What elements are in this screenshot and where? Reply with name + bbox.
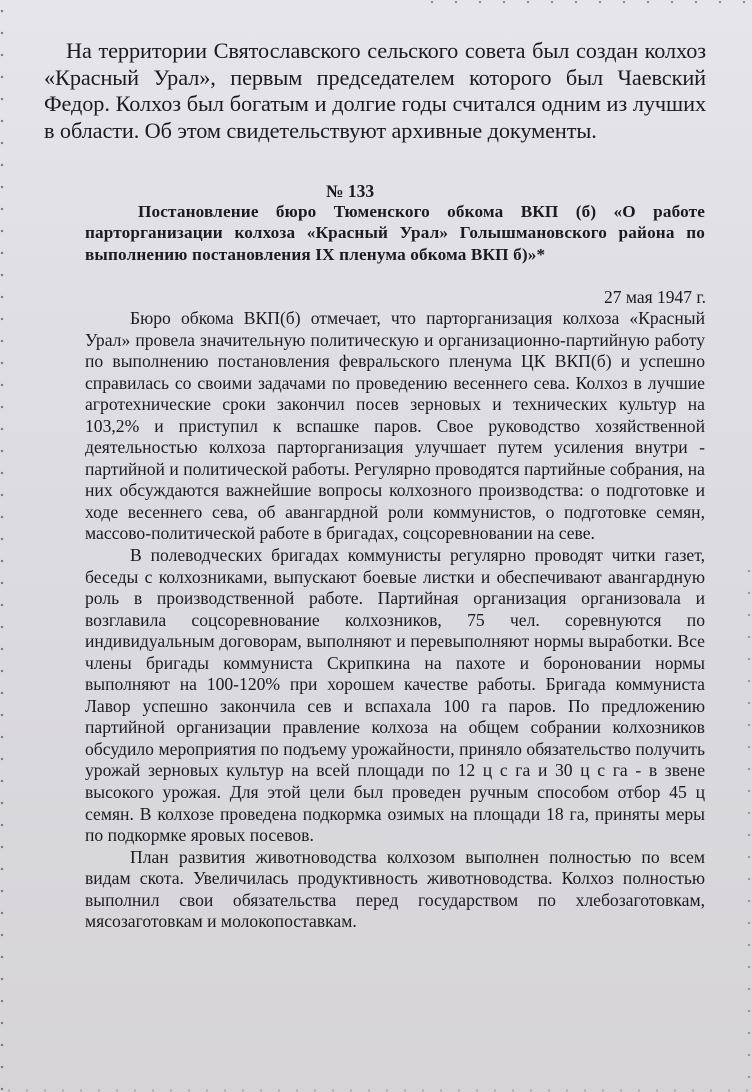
scan-edge-top bbox=[420, 0, 752, 4]
document-date: 27 мая 1947 г. bbox=[604, 287, 706, 307]
scan-edge-left bbox=[0, 0, 4, 1092]
body-paragraph: План развития животноводства колхозом выполнен полностью по всем видам скота. Увеличилась продуктивность животноводства. Колхоз полностью выполнил свои обязательства перед государством по хлебозаготовкам, мясозаготовкам и молокопоставкам. bbox=[85, 846, 705, 932]
body-paragraph: В полеводческих бригадах коммунисты регулярно проводят читки газет, беседы с колхозниками, выпускают боевые листки и обеспечивают авангардную роль в производственной работе. Партийная организация организовала и возглавила соцсоревнование колхозников, 75 чел. соревнуются по индивидуальным договорам, выполняют и перевыполняют нормы выработки. Все члены бригады коммуниста Скрипкина на пахоте и бороновании нормы выполняют на 100-120% при хорошем качестве работы. Бригада коммуниста Лавор успешно закончила сев и вспахала 100 га паров. По предложению партийной организации правление колхоза на общем собрании колхозников обсудило мероприятия по подъему урожайности, приняло обязательство получить урожай зерновых культур на всей площади по 12 ц с га и 30 ц с га - в звене высокого урожая. Для этой цели был проведен ручным способом отбор 45 ц семян. В колхозе проведена подкормка озимых на площади 18 га, приняты меры по подкормке яровых посевов. bbox=[85, 545, 705, 846]
document-number: № 133 bbox=[325, 181, 375, 201]
document-body bbox=[85, 308, 705, 933]
body-paragraph: Бюро обкома ВКП(б) отмечает, что парторганизация колхоза «Красный Урал» провела значительную политическую и организационно-партийную работу по выполнению постановления февральского пленума ЦК ВКП(б) и успешно справилась со своими задачами по проведению весеннего сева. Колхоз в лучшие агротехнические сроки закончил посев зерновых и технических культур на 103,2% и приступил к вспашке паров. Свое руководство хозяйственной деятельностью колхоза парторганизация улучшает путем усиления внутри - партийной и политической работы. Регулярно проводятся партийные собрания, на них обсуждаются важнейшие вопросы колхозного производства: о подготовке и ходе весеннего сева, об авангардной роли коммунистов, о подготовке семян, массово-политической работе в бригадах, соцсоревновании на севе. bbox=[85, 308, 705, 544]
scan-edge-right bbox=[746, 560, 752, 1092]
document-title: Постановление бюро Тюменского обкома ВКП (б) «О работе парторганизации колхоза «Красный Урал» Голышмановского района по выполнению постановления IX пленума обкома ВКП б)»* bbox=[85, 202, 705, 264]
intro-paragraph: На территории Святославского сельского совета был создан колхоз «Красный Урал», первым председателем которого был Чаевский Федор. Колхоз был богатым и долгие годы считался одним из лучших в области. Об этом свидетельствуют архивные документы. bbox=[44, 38, 706, 143]
